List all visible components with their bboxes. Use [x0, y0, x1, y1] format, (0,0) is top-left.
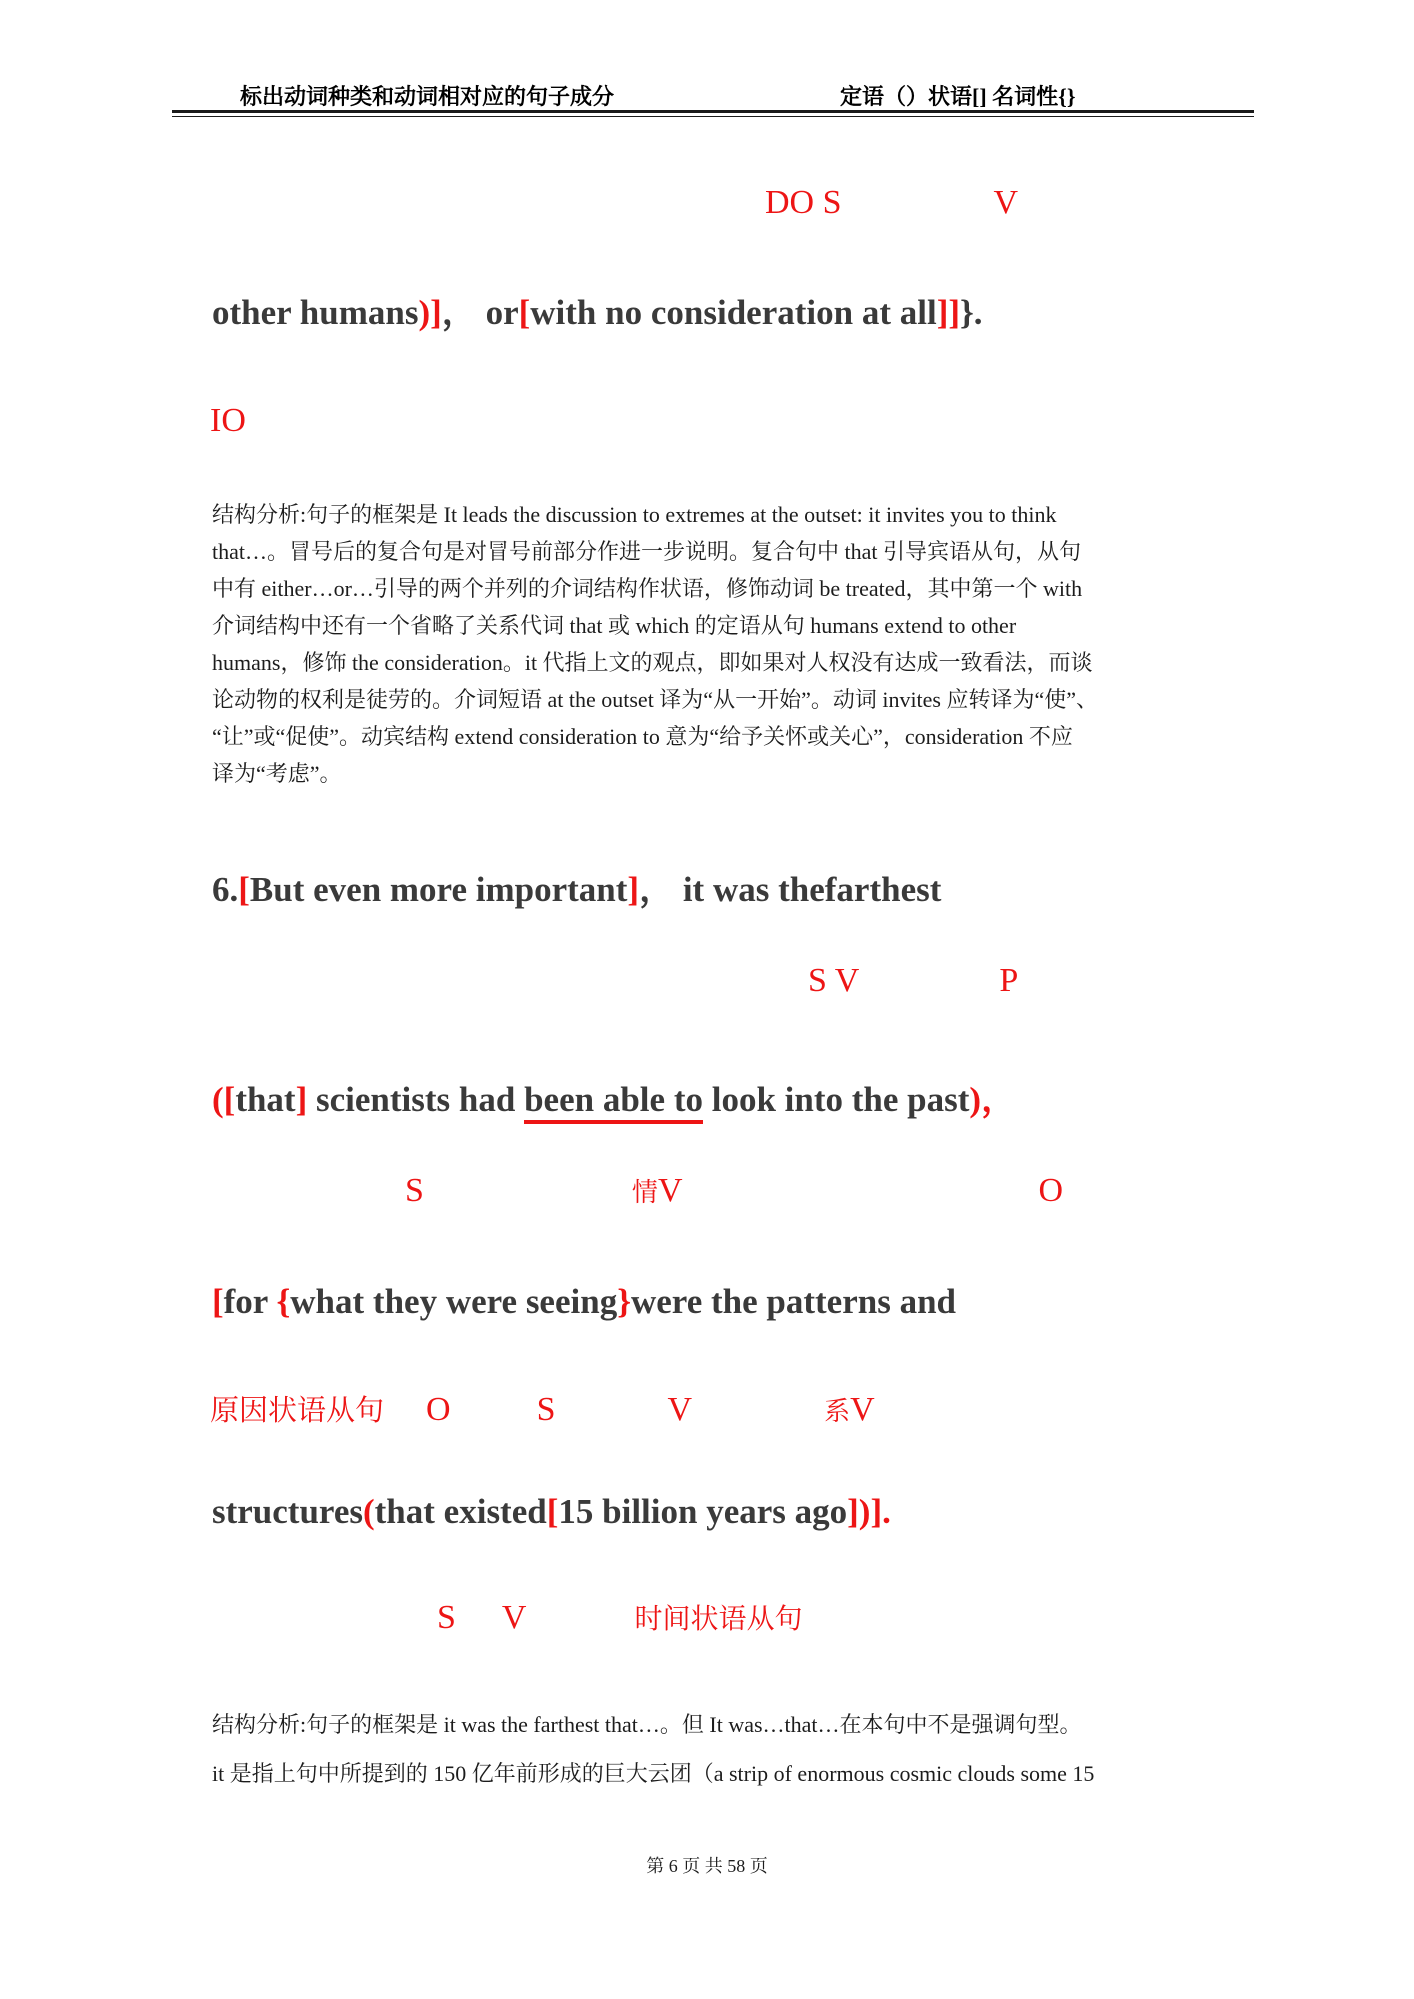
text-segment: {	[276, 1282, 291, 1321]
text-segment: ]	[295, 1080, 308, 1119]
grammar-annotation-do-s-v	[765, 184, 1018, 222]
text-segment: that existed	[374, 1492, 547, 1531]
text-segment: 系	[824, 1397, 851, 1426]
text-segment: 原因状语从句	[210, 1395, 385, 1427]
text-segment: [	[518, 293, 531, 332]
text-segment: that	[235, 1080, 296, 1119]
text-segment: S	[536, 1391, 556, 1428]
text-line: 结构分析:句子的框架是 It leads the discussion to extremes at the outset: it invites you to think	[212, 502, 1057, 527]
header-right-legend: 定语（）状语[] 名词性{}	[840, 84, 1076, 109]
text-line: 结构分析:句子的框架是 it was the farthest that…。但 It was…that…在本句中不是强调句型。	[212, 1712, 1082, 1737]
text-segment: structures	[212, 1492, 363, 1531]
header-rule	[172, 110, 1254, 117]
sentence-6-heading	[212, 862, 941, 912]
text-line: 介词结构中还有一个省略了关系代词 that 或 which 的定语从句 humans extend to other	[212, 613, 1017, 638]
text-segment: 15 billion years ago	[558, 1492, 848, 1531]
grammar-annotation-cause-clause	[210, 1388, 875, 1429]
text-segment: were the patterns and	[631, 1282, 957, 1321]
text-segment: [	[223, 1080, 236, 1119]
text-line: 中有 either…or…引导的两个并列的介词结构作状语，修饰动词 be treated，其中第一个 with	[212, 576, 1083, 601]
text-segment: O	[426, 1391, 451, 1428]
text-segment: IO	[210, 402, 246, 439]
text-segment: ]	[627, 870, 640, 909]
text-segment: ，	[639, 870, 683, 909]
text-segment: [	[238, 870, 250, 909]
text-segment: [	[546, 1492, 559, 1531]
text-line: 论动物的权利是徒劳的。介词短语 at the outset 译为“从一开始”。动词 invites 应转译为“使”、	[212, 687, 1099, 712]
text-segment: S	[405, 1172, 424, 1209]
text-segment: look into the past	[702, 1080, 970, 1119]
analysis-paragraph-1	[212, 496, 1242, 792]
text-segment: ]]	[936, 293, 960, 332]
text-segment: ，	[981, 1080, 1017, 1119]
grammar-annotation-s-v-time-clause	[437, 1597, 803, 1637]
text-segment: other humans	[212, 293, 419, 332]
text-segment: S V	[808, 962, 860, 999]
text-line: that…。冒号后的复合句是对冒号前部分作进一步说明。复合句中 that 引导宾语从句，从句	[212, 539, 1081, 564]
text-segment: (	[212, 1080, 224, 1119]
text-segment: been able to	[524, 1080, 703, 1124]
grammar-annotation-s-modal-v-o	[405, 1172, 1063, 1210]
text-line: it 是指上句中所提到的 150 亿年前形成的巨大云团（a strip of enormous cosmic clouds some 15	[212, 1761, 1095, 1786]
text-segment: V	[501, 1599, 527, 1636]
text-segment: )]	[418, 293, 442, 332]
page-number-footer: 第 6 页 共 58 页	[646, 1856, 768, 1876]
grammar-annotation-s-v-p	[808, 962, 1018, 1000]
text-segment: DO S	[765, 184, 842, 221]
sentence-line-other-humans	[212, 285, 983, 335]
text-segment: 情	[631, 1178, 658, 1207]
text-line: humans，修饰 the consideration。it 代指上文的观点，即如果对人权没有达成一致看法，而谈	[212, 650, 1093, 675]
text-segment: }.	[960, 293, 983, 332]
text-segment: what they were seeing	[290, 1282, 618, 1321]
text-segment: S	[437, 1599, 456, 1636]
text-segment: 时间状语从句	[634, 1604, 803, 1635]
text-segment: P	[999, 962, 1019, 999]
text-segment: V	[667, 1391, 693, 1428]
text-segment: V	[657, 1172, 683, 1209]
sentence-line-structures	[212, 1492, 891, 1532]
text-segment: But even more important	[249, 870, 628, 909]
text-segment: 6.	[212, 870, 239, 909]
text-segment: V	[850, 1391, 875, 1428]
text-segment: V	[993, 184, 1019, 221]
text-segment: ，	[441, 293, 486, 332]
text-segment: it was thefarthest	[682, 870, 942, 909]
text-line: 译为“考虑”。	[212, 761, 342, 786]
sentence-line-that-scientists	[212, 1072, 1016, 1122]
text-segment: scientists had	[307, 1080, 525, 1119]
text-segment: ])].	[847, 1492, 891, 1531]
text-line: “让”或“促使”。动宾结构 extend consideration to 意为“给予关怀或关心”，consideration 不应	[212, 724, 1073, 749]
sentence-line-for-what	[212, 1282, 956, 1322]
text-segment: (	[363, 1492, 375, 1531]
text-segment: or	[485, 293, 519, 332]
text-segment: with no consideration at all	[530, 293, 937, 332]
text-segment: for	[223, 1282, 277, 1321]
analysis-paragraph-2	[212, 1700, 1242, 1798]
text-segment: )	[969, 1080, 982, 1119]
header-left-instruction: 标出动词种类和动词相对应的句子成分	[240, 84, 615, 109]
text-segment: }	[617, 1282, 631, 1321]
text-segment: O	[1038, 1172, 1064, 1209]
grammar-annotation-io	[210, 402, 246, 440]
text-segment: [	[212, 1282, 224, 1321]
